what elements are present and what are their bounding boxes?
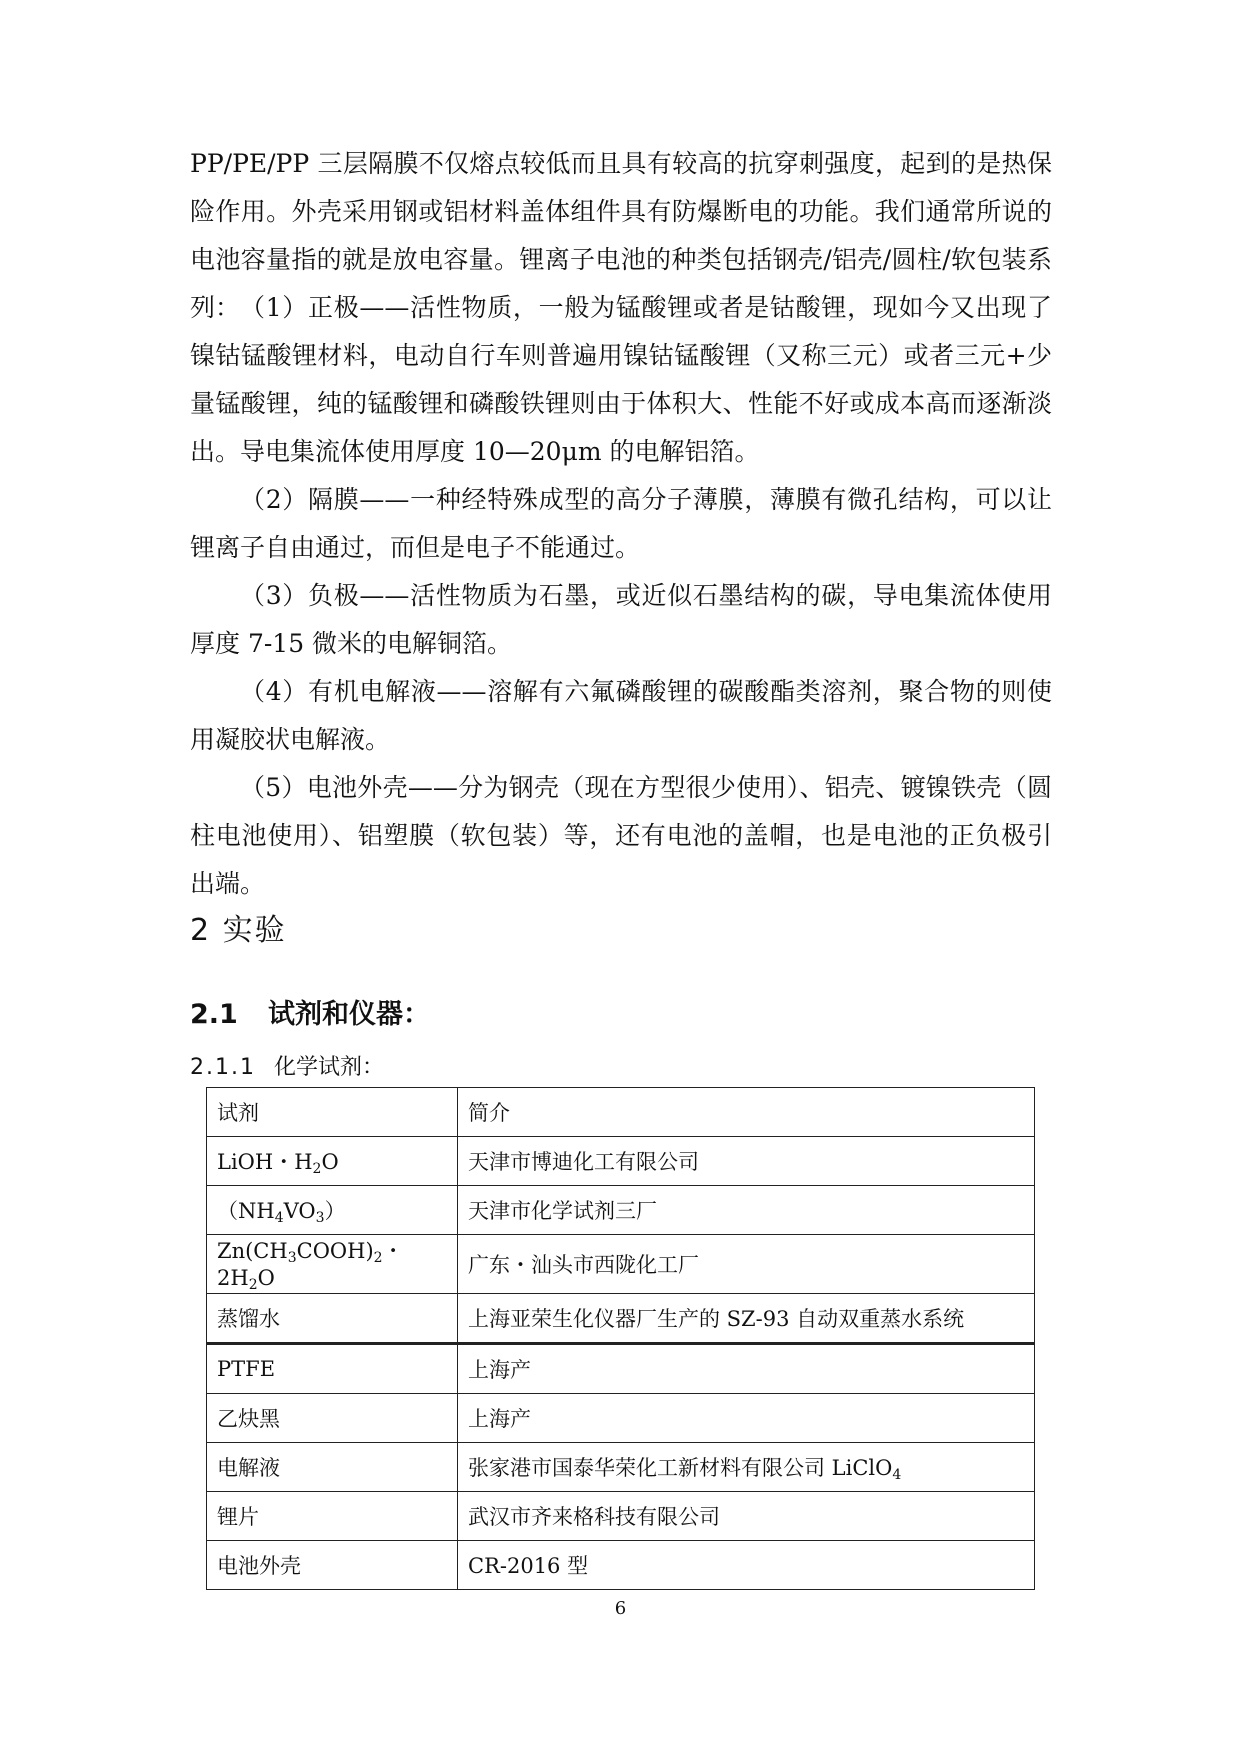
cell-text: ） [324, 1198, 346, 1223]
page-number: 6 [614, 1598, 627, 1619]
cell-intro [458, 1294, 1035, 1344]
table-row [207, 1294, 1035, 1344]
paragraph-anode: （3）负极——活性物质为石墨，或近似石墨结构的碳，导电集流体使用厚度 7-15 微米的电解铜箔。 [190, 581, 1052, 658]
cell-intro [458, 1443, 1035, 1492]
cell-text: 武汉市齐来格科技有限公司 [468, 1505, 720, 1529]
subscript: 2 [373, 1250, 383, 1266]
reagent-table [206, 1087, 1035, 1590]
table-row [207, 1541, 1035, 1590]
cell-text: 上海产 [468, 1358, 531, 1382]
cell-text: 电解液 [217, 1456, 280, 1480]
cell-text: VO [283, 1198, 316, 1223]
table-row [207, 1492, 1035, 1541]
cell-text: ・2H [217, 1239, 404, 1290]
table-row [207, 1394, 1035, 1443]
section-title: 实验 [222, 913, 287, 948]
cell-text: （NH [217, 1198, 275, 1223]
cell-text: 天津市化学试剂三厂 [468, 1199, 657, 1223]
cell-intro [458, 1394, 1035, 1443]
table-row [207, 1344, 1035, 1394]
cell-text: 上海亚荣生化仪器厂生产的 SZ-93 自动双重蒸水系统 [468, 1307, 965, 1331]
cell-reagent [207, 1235, 458, 1294]
cell-text: COOH) [296, 1239, 374, 1263]
cell-intro [458, 1492, 1035, 1541]
section-number: 2 [190, 913, 212, 948]
cell-reagent [207, 1294, 458, 1344]
paragraph-electrolyte: （4）有机电解液——溶解有六氟磷酸锂的碳酸酯类溶剂，聚合物的则使用凝胶状电解液。 [190, 677, 1052, 754]
table-row [207, 1137, 1035, 1186]
header-intro: 简介 [458, 1088, 1035, 1137]
cell-text: 张家港市国泰华荣化工新材料有限公司 LiClO [468, 1455, 893, 1480]
subsubsection-heading [190, 1050, 384, 1081]
cell-text: CR-2016 型 [468, 1554, 589, 1578]
cell-intro [458, 1235, 1035, 1294]
paragraph-separator: （2）隔膜——一种经特殊成型的高分子薄膜，薄膜有微孔结构，可以让锂离子自由通过，而但是电子不能通过。 [190, 485, 1052, 562]
cell-reagent [207, 1443, 458, 1492]
table-row [207, 1443, 1035, 1492]
cell-text: O [321, 1149, 339, 1174]
cell-intro [458, 1186, 1035, 1235]
cell-intro [458, 1344, 1035, 1394]
cell-text: 天津市博迪化工有限公司 [468, 1150, 699, 1174]
cell-text: 蒸馏水 [217, 1307, 280, 1331]
paragraph-intro: PP/PE/PP 三层隔膜不仅熔点较低而且具有较高的抗穿刺强度，起到的是热保险作用。外壳采用钢或铝材料盖体组件具有防爆断电的功能。我们通常所说的电池容量指的就是放电容量。锂离子电池的种类包括钢壳/铝壳/圆柱/软包装系列： [190, 149, 1052, 322]
cell-reagent [207, 1186, 458, 1235]
subscript: 2 [312, 1160, 322, 1177]
cell-text: O [257, 1266, 275, 1290]
subscript: 4 [274, 1209, 284, 1226]
cell-reagent [207, 1344, 458, 1394]
table-header-row [207, 1088, 1035, 1137]
paragraph-casing: （5）电池外壳——分为钢壳（现在方型很少使用）、铝壳、镀镍铁壳（圆柱电池使用）、铝塑膜（软包装）等，还有电池的盖帽，也是电池的正负极引出端。 [190, 773, 1052, 898]
subsubsection-title: 化学试剂： [274, 1055, 385, 1080]
section-heading [190, 905, 287, 949]
subscript: 4 [892, 1466, 902, 1483]
cell-text: 锂片 [217, 1505, 259, 1529]
cell-text: Zn(CH [217, 1239, 288, 1263]
header-reagent: 试剂 [207, 1088, 458, 1137]
cell-text: LiOH・H [217, 1149, 313, 1174]
cell-reagent [207, 1541, 458, 1590]
table-row [207, 1235, 1035, 1294]
cell-text: 上海产 [468, 1407, 531, 1431]
cell-text: 电池外壳 [217, 1554, 301, 1578]
cell-reagent [207, 1394, 458, 1443]
cell-intro [458, 1137, 1035, 1186]
cell-reagent [207, 1137, 458, 1186]
paragraph-cathode: （1）正极——活性物质，一般为锰酸锂或者是钴酸锂，现如今又出现了镍钴锰酸锂材料，电动自行车则普遍用镍钴锰酸锂（又称三元）或者三元+少量锰酸锂，纯的锰酸锂和磷酸铁锂则由于体积大、性能不好或成本高而逐渐淡出。导电集流体使用厚度 10—20μm 的电解铝箔。 [190, 293, 1052, 466]
table-body [207, 1137, 1035, 1590]
subsection-title: 试剂和仪器： [268, 999, 430, 1030]
subscript: 3 [315, 1209, 325, 1226]
cell-text: 乙炔黑 [217, 1407, 280, 1431]
table-row [207, 1186, 1035, 1235]
cell-text: 广东・汕头市西陇化工厂 [468, 1253, 699, 1277]
cell-reagent [207, 1492, 458, 1541]
subsubsection-number: 2.1.1 [190, 1055, 256, 1080]
subsection-number: 2.1 [190, 999, 238, 1030]
subscript: 2 [248, 1277, 258, 1293]
subsection-heading [190, 992, 430, 1031]
cell-intro [458, 1541, 1035, 1590]
subscript: 3 [287, 1250, 297, 1266]
cell-text: PTFE [217, 1357, 276, 1381]
